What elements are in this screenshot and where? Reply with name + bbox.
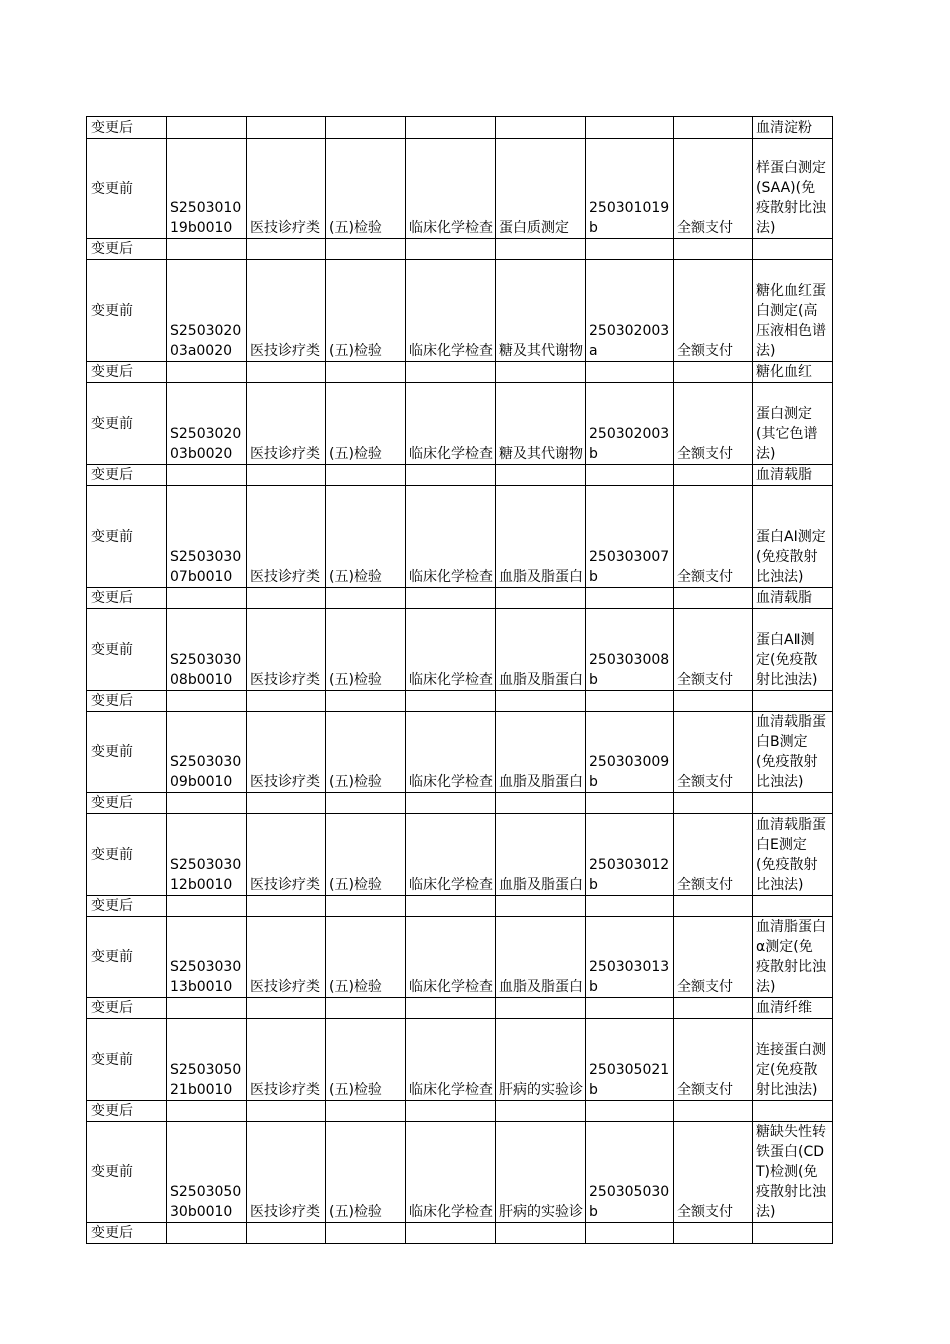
table-row-before [87,1019,833,1101]
table-row-before [87,139,833,239]
item-sub: 临床化学检查 [406,814,496,896]
row-label-after: 变更后 [87,691,167,712]
item-code: S250305030b0010 [167,1122,247,1223]
item-group: 血脂及脂蛋白 [496,609,586,691]
item-category: 医技诊疗类 [247,917,326,998]
row-label-after: 变更后 [87,588,167,609]
item-name-next [753,1101,833,1122]
item-code: S250303007b0010 [167,486,247,588]
item-section: (五)检验 [326,712,406,793]
item-code: S250303009b0010 [167,712,247,793]
item-section: (五)检验 [326,917,406,998]
item-name: 糖缺失性转铁蛋白(CDT)检测(免疫散射比浊法) [753,1122,833,1223]
item-code: S250303008b0010 [167,609,247,691]
table-row-before [87,712,833,793]
item-pay: 全额支付 [674,1019,753,1101]
item-ref: 250302003b [586,383,674,465]
item-category: 医技诊疗类 [247,486,326,588]
item-sub: 临床化学检查 [406,917,496,998]
table-row-before [87,260,833,362]
item-name: 血清载脂蛋白B测定(免疫散射比浊法) [753,712,833,793]
item-sub: 临床化学检查 [406,712,496,793]
item-name-next [753,239,833,260]
item-name-next [753,793,833,814]
item-pay: 全额支付 [674,260,753,362]
table-row-before [87,486,833,588]
row-label-before: 变更前 [87,139,167,239]
item-ref: 250303013b [586,917,674,998]
item-pay: 全额支付 [674,486,753,588]
table-row-before [87,814,833,896]
item-ref: 250301019b [586,139,674,239]
table-row-after [87,998,833,1019]
item-group: 糖及其代谢物 [496,383,586,465]
item-ref: 250305030b [586,1122,674,1223]
row-label-after: 变更后 [87,896,167,917]
item-code: S250303013b0010 [167,917,247,998]
item-name-next: 血清载脂 [753,465,833,486]
item-name: 蛋白AⅠ测定(免疫散射比浊法) [753,486,833,588]
item-ref: 250302003a [586,260,674,362]
item-name-next [753,1223,833,1244]
item-section: (五)检验 [326,139,406,239]
row-label-after: 变更后 [87,1101,167,1122]
item-pay: 全额支付 [674,609,753,691]
item-code: S250305021b0010 [167,1019,247,1101]
item-name: 蛋白AⅡ测定(免疫散射比浊法) [753,609,833,691]
item-category: 医技诊疗类 [247,383,326,465]
table-row-before [87,609,833,691]
item-category: 医技诊疗类 [247,1019,326,1101]
row-label-before: 变更前 [87,609,167,691]
table-row [87,117,833,139]
item-name-next: 血清纤维 [753,998,833,1019]
row-label-after: 变更后 [87,362,167,383]
table-row-before [87,917,833,998]
item-sub: 临床化学检查 [406,609,496,691]
item-name: 血清载脂蛋白E测定(免疫散射比浊法) [753,814,833,896]
item-category: 医技诊疗类 [247,1122,326,1223]
table-body [87,117,833,1244]
item-category: 医技诊疗类 [247,712,326,793]
change-table [86,116,833,1244]
row-label-after: 变更后 [87,998,167,1019]
row-label-after: 变更后 [87,239,167,260]
item-section: (五)检验 [326,383,406,465]
item-group: 血脂及脂蛋白 [496,712,586,793]
row-label-before: 变更前 [87,260,167,362]
row-label-after: 变更后 [87,117,167,139]
item-section: (五)检验 [326,1122,406,1223]
row-label-before: 变更前 [87,486,167,588]
item-section: (五)检验 [326,486,406,588]
table-row-after [87,239,833,260]
item-sub: 临床化学检查 [406,260,496,362]
row-label-before: 变更前 [87,1019,167,1101]
item-group: 糖及其代谢物 [496,260,586,362]
item-ref: 250305021b [586,1019,674,1101]
item-code: S250302003b0020 [167,383,247,465]
item-code: S250301019b0010 [167,139,247,239]
item-sub: 临床化学检查 [406,139,496,239]
item-section: (五)检验 [326,260,406,362]
item-name: 血清淀粉 [753,117,833,139]
item-name: 连接蛋白测定(免疫散射比浊法) [753,1019,833,1101]
row-label-before: 变更前 [87,1122,167,1223]
item-name-next [753,691,833,712]
item-group: 血脂及脂蛋白 [496,814,586,896]
item-section: (五)检验 [326,1019,406,1101]
item-category: 医技诊疗类 [247,260,326,362]
item-name: 样蛋白测定(SAA)(免疫散射比浊法) [753,139,833,239]
item-ref: 250303009b [586,712,674,793]
item-group: 血脂及脂蛋白 [496,486,586,588]
item-section: (五)检验 [326,609,406,691]
table-row-after [87,896,833,917]
row-label-before: 变更前 [87,712,167,793]
item-name-next [753,896,833,917]
table-row-after [87,465,833,486]
item-ref: 250303008b [586,609,674,691]
item-group: 蛋白质测定 [496,139,586,239]
item-ref: 250303007b [586,486,674,588]
item-pay: 全额支付 [674,383,753,465]
item-ref: 250303012b [586,814,674,896]
item-code: S250302003a0020 [167,260,247,362]
item-name: 糖化血红蛋白测定(高压液相色谱法) [753,260,833,362]
row-label-before: 变更前 [87,917,167,998]
item-category: 医技诊疗类 [247,814,326,896]
item-pay: 全额支付 [674,712,753,793]
item-pay: 全额支付 [674,814,753,896]
item-name-next: 血清载脂 [753,588,833,609]
table-row-after [87,1101,833,1122]
row-label-before: 变更前 [87,383,167,465]
item-category: 医技诊疗类 [247,609,326,691]
item-pay: 全额支付 [674,1122,753,1223]
table-row-after [87,793,833,814]
item-code: S250303012b0010 [167,814,247,896]
table-row-after [87,691,833,712]
table-row-after [87,588,833,609]
item-sub: 临床化学检查 [406,486,496,588]
table-row-after [87,362,833,383]
row-label-after: 变更后 [87,793,167,814]
item-name: 血清脂蛋白α测定(免疫散射比浊法) [753,917,833,998]
item-name-next: 糖化血红 [753,362,833,383]
table-row-after [87,1223,833,1244]
table-row-before [87,383,833,465]
item-group: 肝病的实验诊 [496,1019,586,1101]
item-section: (五)检验 [326,814,406,896]
table-row-before [87,1122,833,1223]
item-group: 肝病的实验诊 [496,1122,586,1223]
item-pay: 全额支付 [674,917,753,998]
item-sub: 临床化学检查 [406,1122,496,1223]
item-category: 医技诊疗类 [247,139,326,239]
row-label-after: 变更后 [87,1223,167,1244]
item-sub: 临床化学检查 [406,1019,496,1101]
item-name: 蛋白测定(其它色谱法) [753,383,833,465]
item-group: 血脂及脂蛋白 [496,917,586,998]
item-pay: 全额支付 [674,139,753,239]
row-label-before: 变更前 [87,814,167,896]
row-label-after: 变更后 [87,465,167,486]
item-sub: 临床化学检查 [406,383,496,465]
